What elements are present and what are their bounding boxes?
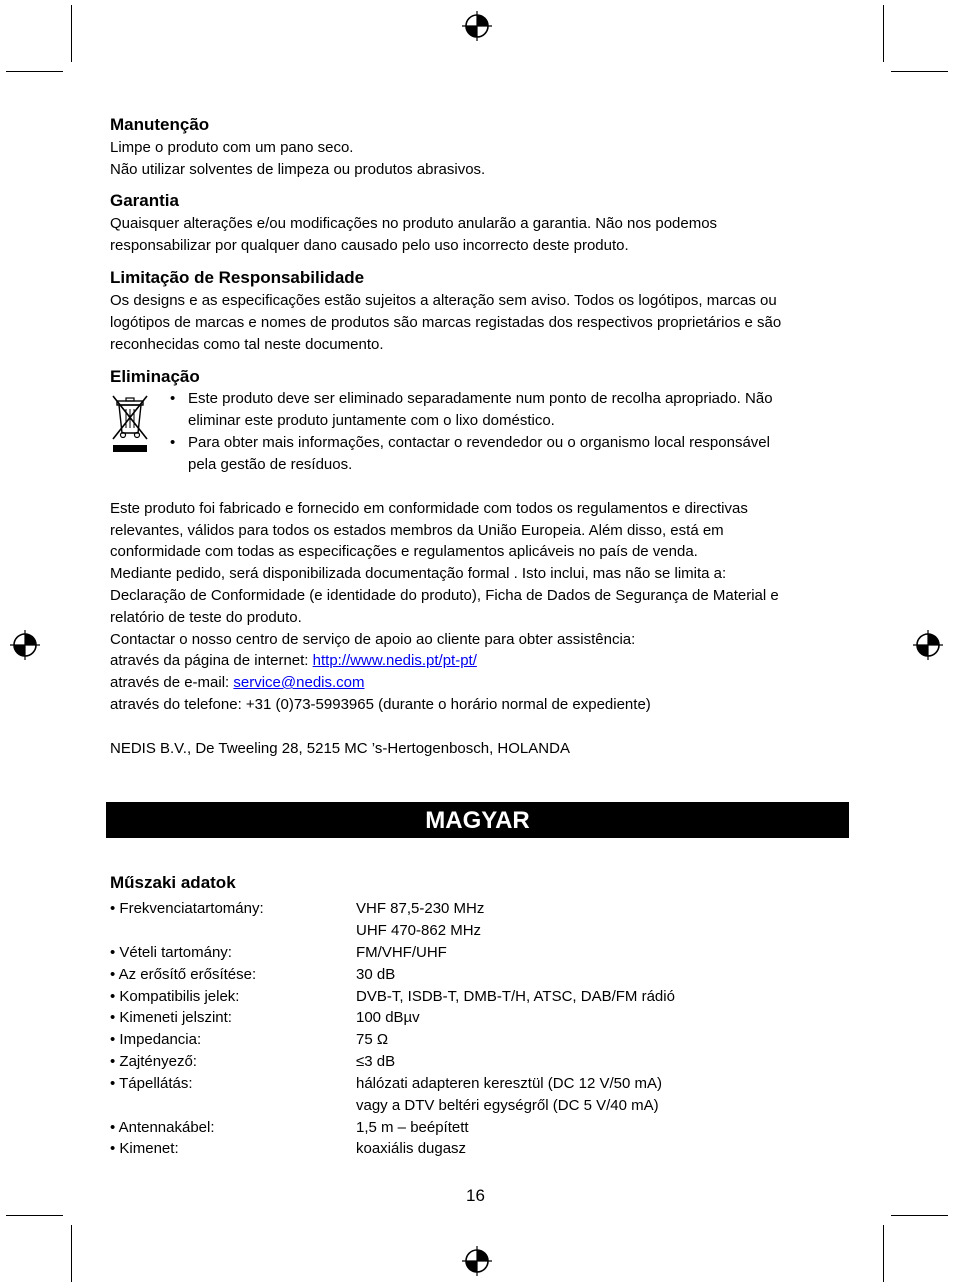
spec-label: • Frekvenciatartomány: (110, 900, 264, 917)
conformity-line: Contactar o nosso centro de serviço de apoio ao cliente para obter assistência: (110, 631, 636, 648)
maintenance-line: Não utilizar solventes de limpeza ou produtos abrasivos. (110, 161, 486, 178)
spec-row (110, 1007, 750, 1029)
spec-row (110, 964, 750, 986)
conformity-line: Mediante pedido, será disponibilizada documentação formal . Isto inclui, mas não se limita a: (110, 565, 727, 582)
disposal-bullet-2-line: pela gestão de resíduos. (188, 456, 353, 473)
phone-contact-line: através do telefone: +31 (0)73-5993965 (durante o horário normal de expediente) (110, 696, 651, 713)
spec-value: VHF 87,5-230 MHz (356, 900, 485, 917)
spec-value: koaxiális dugasz (356, 1140, 467, 1157)
spec-value: hálózati adapteren keresztül (DC 12 V/50 mA) (356, 1075, 662, 1092)
conformity-line: Este produto foi fabricado e fornecido em conformidade com todos os regulamentos e directivas (110, 500, 748, 517)
spec-row (110, 942, 750, 964)
page-number: 16 (466, 1186, 485, 1205)
spec-row (110, 1138, 750, 1160)
spec-value: DVB-T, ISDB-T, DMB-T/H, ATSC, DAB/FM rádió (356, 988, 675, 1005)
registration-mark-icon (462, 1246, 492, 1276)
spec-label: • Vételi tartomány: (110, 944, 232, 961)
spec-label: • Kimeneti jelszint: (110, 1009, 232, 1026)
registration-mark-icon (462, 11, 492, 41)
crop-mark (71, 5, 72, 62)
registration-mark-icon (913, 630, 943, 660)
crop-mark (891, 1215, 948, 1216)
spec-row (110, 920, 750, 942)
warranty-line: responsabilizar por qualquer dano causado pelo uso incorrecto deste produto. (110, 237, 629, 254)
disposal-bullet-1-line: eliminar este produto juntamente com o lixo doméstico. (188, 412, 555, 429)
heading-warranty: Garantia (110, 191, 179, 210)
maintenance-line: Limpe o produto com um pano seco. (110, 139, 354, 156)
crop-mark (6, 71, 63, 72)
liability-line: Os designs e as especificações estão sujeitos a alteração sem aviso. Todos os logótipos, marcas ou (110, 292, 777, 309)
registration-mark-icon (10, 630, 40, 660)
spec-label: • Zajtényező: (110, 1053, 197, 1070)
language-banner: MAGYAR (106, 802, 849, 838)
web-prefix: através da página de internet: (110, 652, 313, 669)
spec-label: • Kompatibilis jelek: (110, 988, 240, 1005)
disposal-bullet-2-line: Para obter mais informações, contactar o revendedor ou o organismo local responsável (188, 434, 770, 451)
spec-label: • Antennakábel: (110, 1119, 215, 1136)
heading-liability: Limitação de Responsabilidade (110, 268, 365, 287)
spec-row (110, 898, 750, 920)
spec-value: 100 dBµv (356, 1009, 420, 1026)
conformity-line: conformidade com todas as especificações e regulamentos aplicáveis no país de venda. (110, 543, 698, 560)
crossed-out-wheelie-bin-icon (110, 393, 150, 455)
spec-value: 75 Ω (356, 1031, 389, 1048)
email-prefix: através de e-mail: (110, 674, 234, 691)
crop-mark (6, 1215, 63, 1216)
crop-mark (71, 1225, 72, 1282)
crop-mark (883, 5, 884, 62)
liability-line: logótipos de marcas e nomes de produtos são marcas registadas dos respectivos proprietários e são (110, 314, 782, 331)
spec-value: FM/VHF/UHF (356, 944, 447, 961)
spec-row (110, 1095, 750, 1117)
spec-row (110, 1029, 750, 1051)
spec-row (110, 1051, 750, 1073)
spec-row (110, 986, 750, 1008)
warranty-line: Quaisquer alterações e/ou modificações no produto anularão a garantia. Não nos podemos (110, 215, 718, 232)
conformity-line: relatório de teste do produto. (110, 609, 302, 626)
conformity-line: Declaração de Conformidade (e identidade do produto), Ficha de Dados de Segurança de Material e (110, 587, 779, 604)
spec-label: • Impedancia: (110, 1031, 202, 1048)
email-link[interactable]: service@nedis.com (233, 674, 365, 691)
liability-line: reconhecidas como tal neste documento. (110, 336, 384, 353)
heading-specs: Műszaki adatok (110, 873, 236, 892)
website-link[interactable]: http://www.nedis.pt/pt-pt/ (312, 652, 477, 669)
spec-value: 1,5 m – beépített (356, 1119, 469, 1136)
heading-disposal: Eliminação (110, 367, 200, 386)
spec-value: UHF 470-862 MHz (356, 922, 482, 939)
crop-mark (891, 71, 948, 72)
company-address: NEDIS B.V., De Tweeling 28, 5215 MC ’s-Hertogenbosch, HOLANDA (110, 740, 570, 757)
crop-mark (883, 1225, 884, 1282)
spec-row (110, 1073, 750, 1095)
spec-label: • Kimenet: (110, 1140, 179, 1157)
spec-row (110, 1117, 750, 1139)
web-contact-line (110, 650, 477, 672)
disposal-bullet-1-line: Este produto deve ser eliminado separadamente num ponto de recolha apropriado. Não (188, 390, 773, 407)
bullet-marker: • (170, 390, 176, 407)
spec-label: • Tápellátás: (110, 1075, 193, 1092)
spec-value: 30 dB (356, 966, 396, 983)
spec-label: • Az erősítő erősítése: (110, 966, 257, 983)
bullet-marker: • (170, 434, 176, 451)
email-contact-line (110, 672, 365, 694)
conformity-line: relevantes, válidos para todos os estados membros da União Europeia. Além disso, está em (110, 522, 724, 539)
spec-value: vagy a DTV beltéri egységről (DC 5 V/40 mA) (356, 1097, 659, 1114)
spec-value: ≤3 dB (356, 1053, 396, 1070)
heading-maintenance: Manutenção (110, 115, 210, 134)
